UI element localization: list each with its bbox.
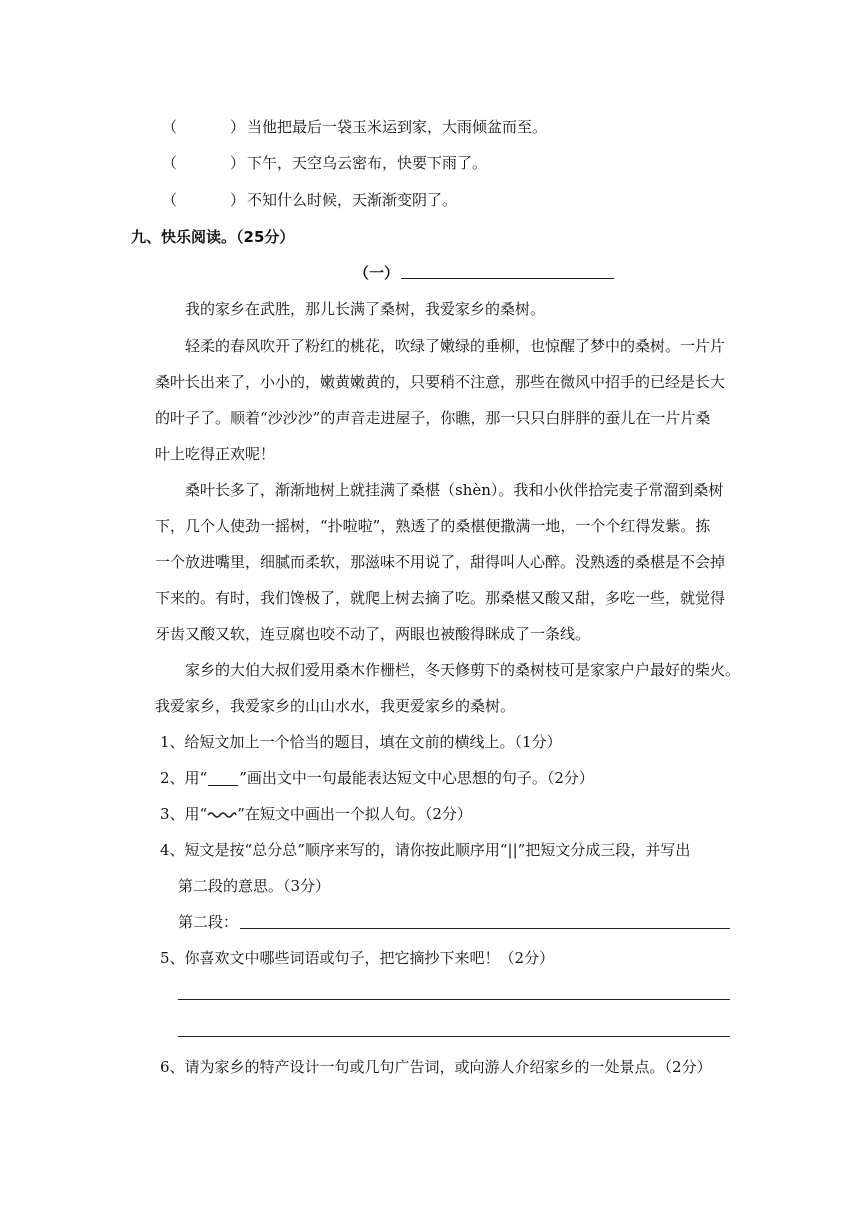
question-5: 5、你喜欢文中哪些词语或句子，把它摘抄下来吧！（2分） <box>160 949 555 967</box>
passage-line: 桑叶长多了，渐渐地树上就挂满了桑椹（shèn）。我和小伙伴拾完麦子常溜到桑树 <box>185 481 724 499</box>
passage-label: （一） <box>354 264 400 282</box>
wavy-line-icon <box>207 810 237 820</box>
question-2 <box>160 768 594 788</box>
paren-open: （ <box>162 191 178 209</box>
passage-line: 一个放进嘴里，细腻而柔软，那滋味不用说了，甜得叫人心醉。没熟透的桑椹是不会掉 <box>155 553 726 571</box>
question-4-cont: 第二段的意思。（3分） <box>178 877 331 895</box>
passage-line: 我爱家乡，我爱家乡的山山水水，我更爱家乡的桑树。 <box>155 697 516 715</box>
order-item-text: 不知什么时候，天渐渐变阴了。 <box>247 191 458 209</box>
passage-line: 轻柔的春风吹开了粉红的桃花，吹绿了嫩绿的垂柳，也惊醒了梦中的桑树。一片片 <box>185 337 726 355</box>
section-heading: 九、快乐阅读。（25分） <box>131 228 295 246</box>
paren-close: ） <box>230 191 246 209</box>
question-3-prefix: 3、用“ <box>160 805 208 823</box>
title-answer-line[interactable] <box>401 278 614 279</box>
question-2-prefix: 2、用“ <box>160 769 208 787</box>
passage-line: 家乡的大伯大叔们爱用桑木作栅栏，冬天修剪下的桑树枝可是家家户户最好的柴火。 <box>185 661 741 679</box>
paren-open: （ <box>162 118 178 136</box>
passage-line: 我的家乡在武胜，那儿长满了桑树，我爱家乡的桑树。 <box>185 300 546 318</box>
second-paragraph-label: 第二段： <box>178 913 239 931</box>
question-3-suffix: ”在短文中画出一个拟人句。（2分） <box>237 805 472 823</box>
question-3 <box>160 804 472 824</box>
order-item-text: 下午，天空乌云密布，快要下雨了。 <box>247 154 488 172</box>
paren-close: ） <box>230 118 246 136</box>
question-4: 4、短文是按“总分总”顺序来写的，请你按此顺序用“||”把短文分成三段，并写出 <box>160 841 691 859</box>
question-2-suffix: ”画出文中一句最能表达短文中心思想的句子。（2分） <box>239 769 594 787</box>
passage-line: 下来的。有时，我们馋极了，就爬上树去摘了吃。那桑椹又酸又甜，多吃一些，就觉得 <box>155 589 726 607</box>
second-paragraph-answer-line[interactable] <box>240 928 730 929</box>
paren-open: （ <box>162 154 178 172</box>
passage-line: 牙齿又酸又软，连豆腐也咬不动了，两眼也被酸得眯成了一条线。 <box>155 625 591 643</box>
passage-line: 下，几个人使劲一摇树，“扑啦啦”，熟透了的桑椹便撒满一地，一个个红得发紫。拣 <box>155 517 711 535</box>
straight-underline-sample <box>208 773 238 786</box>
question-6: 6、请为家乡的特产设计一句或几句广告词，或向游人介绍家乡的一处景点。（2分） <box>160 1058 712 1076</box>
q5-answer-line-1[interactable] <box>178 999 730 1000</box>
q5-answer-line-2[interactable] <box>178 1036 730 1037</box>
passage-line: 叶上吃得正欢呢！ <box>155 445 276 463</box>
order-item-text: 当他把最后一袋玉米运到家，大雨倾盆而至。 <box>247 118 548 136</box>
passage-line: 桑叶长出来了，小小的，嫩黄嫩黄的，只要稍不注意，那些在微风中招手的已经是长大 <box>155 373 726 391</box>
paren-close: ） <box>230 154 246 172</box>
question-1: 1、给短文加上一个恰当的题目，填在文前的横线上。（1分） <box>160 733 562 751</box>
passage-line: 的叶子了。顺着“沙沙沙”的声音走进屋子，你瞧，那一只只白胖胖的蚕儿在一片片桑 <box>155 409 711 427</box>
